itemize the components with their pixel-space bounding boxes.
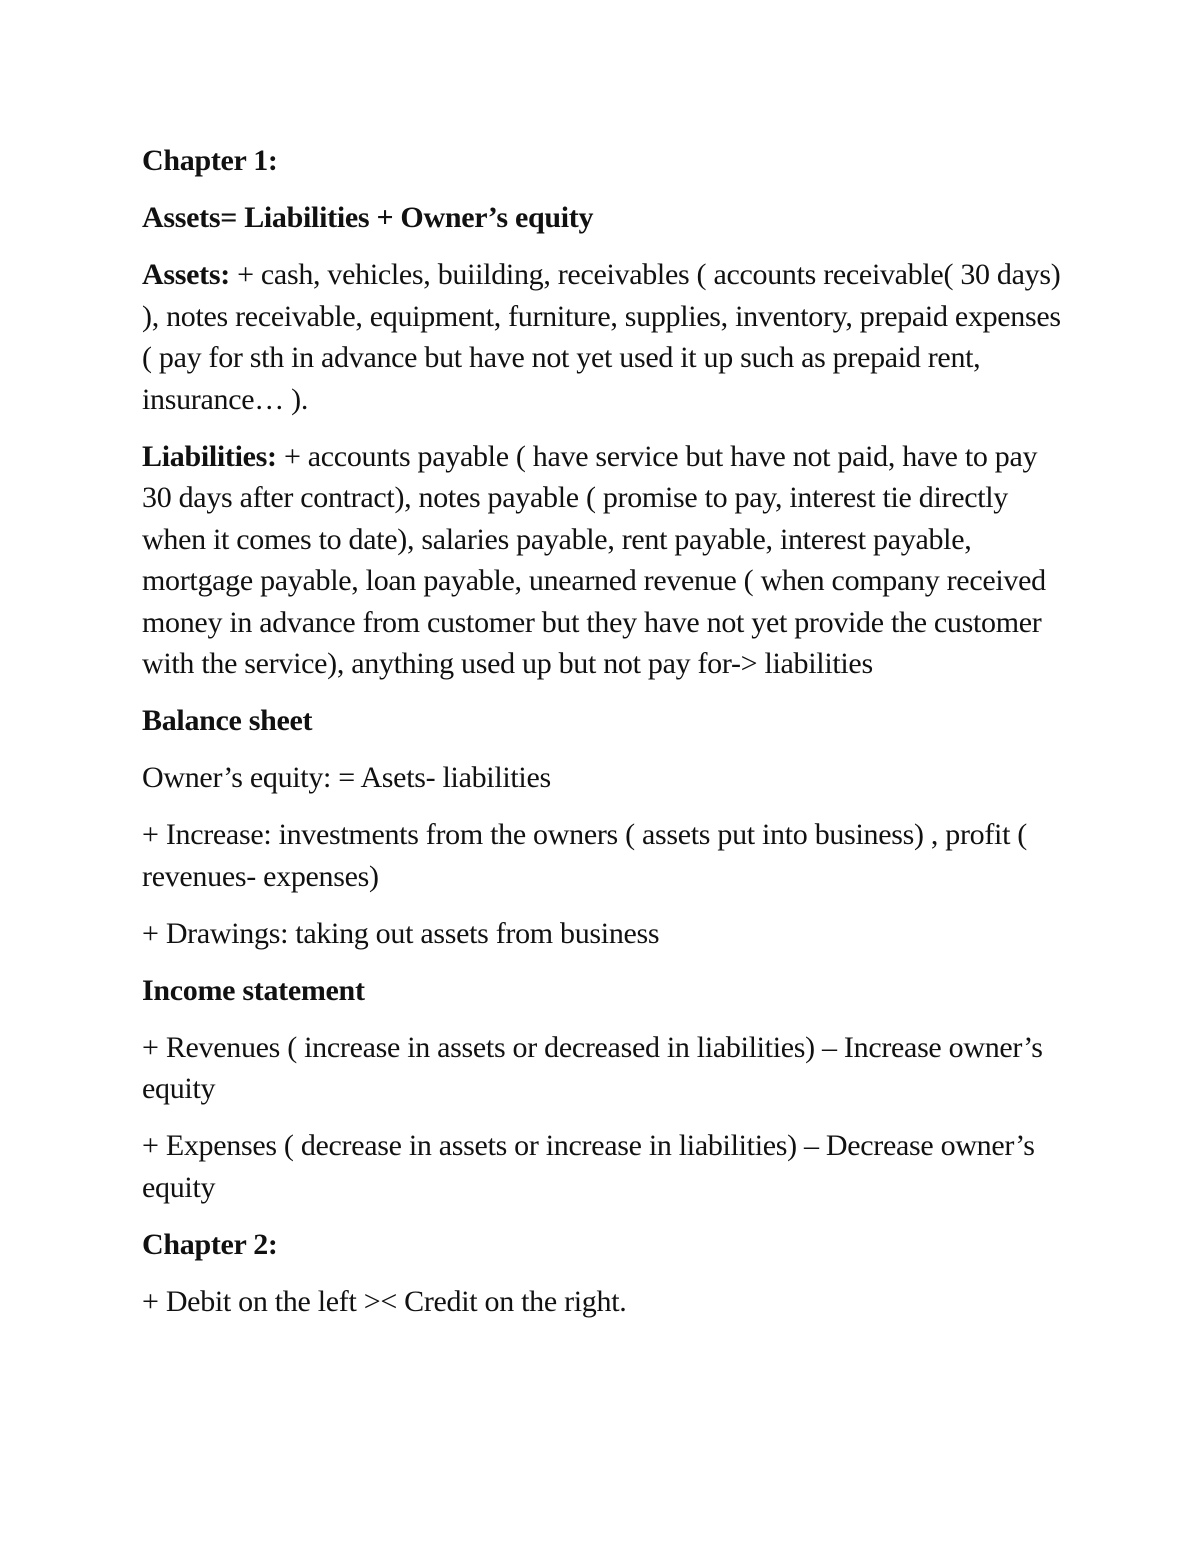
assets-text: + cash, vehicles, buiilding, receivables ( accounts receivable( 30 days) ), notes receivable, equipment, furniture, supplies, inventory, prepaid expenses ( pay for sth in advance but have not yet used it up such as prepaid rent, insurance… ).	[142, 258, 1061, 416]
increase-line: + Increase: investments from the owners ( assets put into business) , profit ( revenues- expenses)	[142, 818, 1027, 893]
assets-label: Assets:	[142, 258, 230, 291]
drawings-line: + Drawings: taking out assets from business	[142, 916, 660, 950]
accounting-equation: Assets= Liabilities + Owner’s equity	[142, 201, 594, 234]
income-statement-heading: Income statement	[142, 973, 365, 1007]
chapter-1-heading: Chapter 1:	[142, 144, 278, 177]
assets-paragraph	[142, 254, 1062, 420]
expenses-line: + Expenses ( decrease in assets or increase in liabilities) – Decrease owner’s equity	[142, 1129, 1035, 1204]
revenues-line: + Revenues ( increase in assets or decreased in liabilities) – Increase owner’s equity	[142, 1030, 1043, 1105]
owners-equity-line: Owner’s equity: = Asets- liabilities	[142, 761, 551, 794]
liabilities-text: + accounts payable ( have service but have not paid, have to pay 30 days after contract), notes payable ( promise to pay, interest tie directly when it comes to date), salaries payable, rent payable, interest payable, mortgage payable, loan payable, unearned revenue ( when company received money in advance from customer but they have not yet provide the customer with the service), anything used up but not pay for-> liabilities	[142, 439, 1046, 680]
balance-sheet-heading: Balance sheet	[142, 704, 313, 737]
document-body	[142, 140, 1062, 1338]
debit-credit-line: + Debit on the left >< Credit on the right.	[142, 1284, 627, 1318]
liabilities-paragraph	[142, 436, 1062, 685]
liabilities-label: Liabilities:	[142, 439, 277, 473]
chapter-2-heading: Chapter 2:	[142, 1227, 278, 1261]
